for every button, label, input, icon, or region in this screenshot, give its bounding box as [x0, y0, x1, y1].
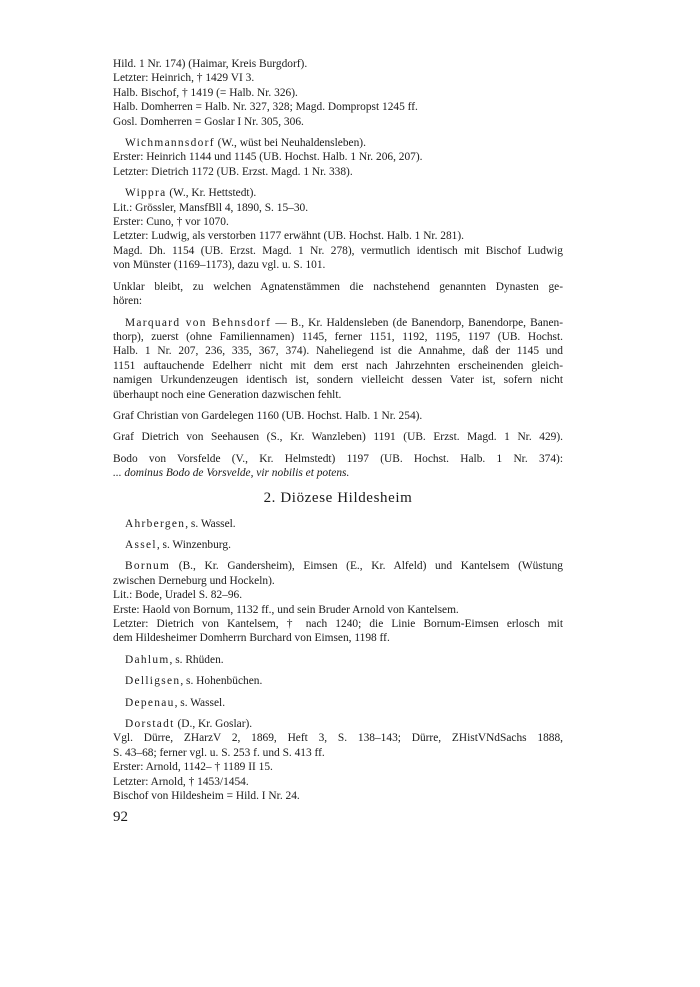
entry-location: (W., Kr. Hettstedt).	[166, 187, 257, 200]
paragraph-vorsfelde	[113, 452, 563, 481]
section-title: 2. Diözese Hildesheim	[263, 489, 413, 506]
entry-heading-line	[113, 517, 563, 531]
entry-heading-line	[113, 559, 563, 573]
text-line: dem Hildesheimer Domherrn Burchard von Eimsen, 1198 ff.	[113, 632, 390, 645]
entry-name: Bornum	[125, 560, 171, 573]
text-line: Erster: Cuno, † vor 1070.	[113, 216, 229, 229]
text-line: Vgl. Dürre, ZHarzV 2, 1869, Heft 3, S. 138–143; Dürre, ZHistVNdSachs 1888,	[113, 732, 563, 745]
entry-heading-line	[113, 674, 563, 688]
text-line: von Münster (1169–1173), dazu vgl. u. S. 101.	[113, 259, 326, 272]
text-line: Bischof von Hildesheim = Hild. I Nr. 24.	[113, 790, 300, 803]
entry-ahrbergen	[113, 517, 563, 531]
paragraph-seehausen	[113, 430, 563, 444]
text-line: Lit.: Bode, Uradel S. 82–96.	[113, 589, 243, 602]
text-line: thorp), zuerst (ohne Familiennamen) 1145, ferner 1151, 1192, 1195, 1197 (UB. Hochst.	[113, 330, 563, 343]
text-line: Erster: Arnold, 1142– † 1189 II 15.	[113, 761, 273, 774]
text-line: Graf Dietrich von Seehausen (S., Kr. Wanzleben) 1191 (UB. Erzst. Magd. 1 Nr. 429).	[113, 431, 563, 444]
entry-location: (D., Kr. Goslar).	[174, 718, 253, 731]
text-line: Letzter: Dietrich 1172 (UB. Erzst. Magd. 1 Nr. 338).	[113, 165, 353, 178]
entry-name: Ahrbergen	[125, 517, 186, 530]
text-line: Lit.: Grössler, MansfBll 4, 1890, S. 15–30.	[113, 201, 309, 214]
text-line: Magd. Dh. 1154 (UB. Erzst. Magd. 1 Nr. 278), vermutlich identisch mit Bischof Ludwig	[113, 244, 563, 257]
entry-heading-line	[113, 186, 563, 200]
entry-behnsdorf	[113, 316, 563, 402]
text-line: Halb. Bischof, † 1419 (= Halb. Nr. 326).	[113, 86, 298, 99]
text-line: Gosl. Domherren = Goslar I Nr. 305, 306.	[113, 115, 304, 128]
entry-heading-line	[113, 316, 563, 330]
text-line: Hild. 1 Nr. 174) (Haimar, Kreis Burgdorf).	[113, 58, 308, 70]
entry-delligsen	[113, 674, 563, 688]
text-line: Halb. 1 Nr. 207, 236, 335, 367, 374). Naheliegend ist die Annahme, daß der 1145 und	[113, 345, 563, 358]
text-line: Erster: Heinrich 1144 und 1145 (UB. Hochst. Halb. 1 Nr. 206, 207).	[113, 151, 423, 164]
entry-bornum	[113, 559, 563, 645]
text-line: überhaupt noch eine Generation dazwischen fehlt.	[113, 388, 342, 401]
entry-name: Wichmannsdorf	[125, 137, 215, 150]
entry-location: (B., Kr. Gandersheim), Eimsen (E., Kr. Alfeld) und Kantelsem (Wüstung	[170, 560, 563, 573]
entry-reference: , s. Wassel.	[185, 517, 236, 530]
entry-dorstadt	[113, 717, 563, 803]
text-line: Bodo von Vorsfelde (V., Kr. Helmstedt) 1197 (UB. Hochst. Halb. 1 Nr. 374):	[113, 452, 563, 465]
entry-reference: , s. Wassel.	[174, 696, 226, 709]
text-line: Erste: Haold von Bornum, 1132 ff., und sein Bruder Arnold von Kantelsem.	[113, 603, 459, 616]
entry-reference: , s. Hohenbüchen.	[180, 675, 263, 688]
text-line: 1151 auftauchende Edelherr nicht mit dem erst nach Jahrzehnten erscheinenden gleich-	[113, 359, 563, 372]
text-line: S. 43–68; ferner vgl. u. S. 253 f. und S. 413 ff.	[113, 746, 325, 759]
entry-name: Assel	[125, 538, 157, 551]
entry-heading-line	[113, 696, 563, 710]
paragraph-haimar	[113, 57, 563, 129]
entry-depenau	[113, 696, 563, 710]
entry-location: (W., wüst bei Neuhaldensleben).	[214, 137, 366, 150]
text-line: Letzter: Arnold, † 1453/1454.	[113, 775, 249, 788]
entry-name: Dahlum	[125, 653, 170, 666]
text-line: Unklar bleibt, zu welchen Agnatenstämmen die nachstehend genannten Dynasten ge-	[113, 280, 563, 293]
entry-assel	[113, 538, 563, 552]
entry-reference: , s. Rhüden.	[169, 653, 224, 666]
page-number: 92	[113, 809, 128, 825]
entry-heading-line	[113, 717, 563, 731]
page-text	[113, 57, 563, 810]
entry-wichmannsdorf	[113, 136, 563, 179]
paragraph-unklar	[113, 280, 563, 309]
latin-quote: ... dominus Bodo de Vorsvelde, vir nobilis et potens.	[113, 467, 350, 480]
paragraph-gardelegen	[113, 409, 563, 423]
text-line: hören:	[113, 295, 143, 308]
text-line: namigen Urkundenzeugen identisch ist, sondern vielleicht dessen Vater ist, sofern nicht	[113, 374, 563, 387]
text-line: Letzter: Heinrich, † 1429 VI 3.	[113, 72, 255, 85]
entry-heading-line	[113, 538, 563, 552]
entry-dahlum	[113, 653, 563, 667]
entry-name: Dorstadt	[125, 718, 175, 731]
entry-heading-line	[113, 136, 563, 150]
entry-name: Delligsen	[125, 675, 181, 688]
text-line: zwischen Derneburg und Hockeln).	[113, 574, 275, 587]
entry-wippra	[113, 186, 563, 272]
text-line: Graf Christian von Gardelegen 1160 (UB. Hochst. Halb. 1 Nr. 254).	[113, 409, 423, 422]
text-line	[113, 466, 563, 480]
entry-location: — B., Kr. Haldensleben (de Banendorp, Banendorpe, Banen-	[271, 316, 563, 329]
text-line: Halb. Domherren = Halb. Nr. 327, 328; Magd. Dompropst 1245 ff.	[113, 101, 418, 114]
entry-name: Wippra	[125, 187, 167, 200]
text-line: Letzter: Ludwig, als verstorben 1177 erwähnt (UB. Hochst. Halb. 1 Nr. 281).	[113, 230, 465, 243]
entry-heading-line	[113, 653, 563, 667]
entry-name: Depenau	[125, 696, 175, 709]
entry-reference: , s. Winzenburg.	[156, 538, 231, 551]
text-line: Letzter: Dietrich von Kantelsem, † nach 1240; die Linie Bornum-Eimsen erlosch mit	[113, 618, 563, 630]
entry-name: Marquard von Behnsdorf	[125, 316, 272, 329]
